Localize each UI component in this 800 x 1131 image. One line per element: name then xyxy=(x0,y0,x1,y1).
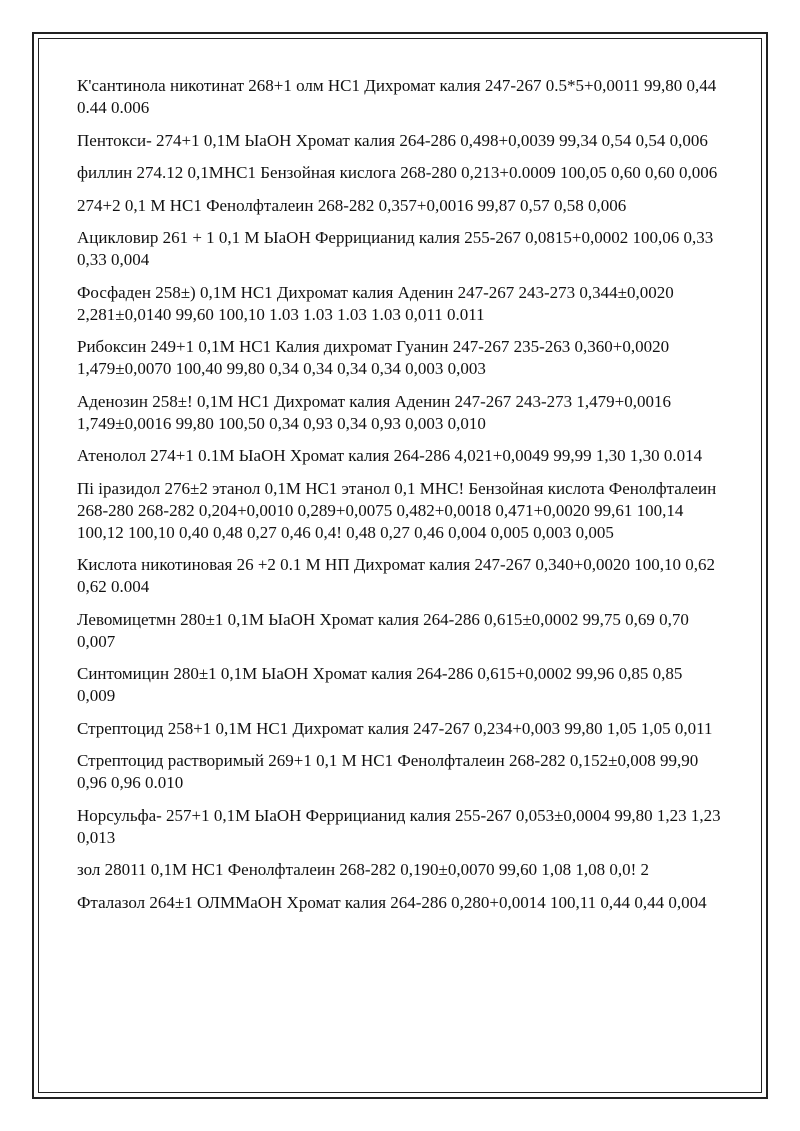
entry-274: 274+2 0,1 М НС1 Фенолфталеин 268-282 0,357+0,0016 99,87 0,57 0,58 0,006 xyxy=(77,195,627,215)
entry-syntomycin: Синтомицин 280±1 0,1М ЫаОН Хромат калия 264-286 0,615+0,0002 99,96 0,85 0,85 0,009 xyxy=(77,664,683,705)
entry-fillin: филлин 274.12 0,1МНС1 Бензойная кислога 268-280 0,213+0.0009 100,05 0,60 0,60 0,006 xyxy=(77,163,718,182)
entry-atenolol: Атенолол 274+1 0.1М ЫаОН Хромат калия 264-286 4,021+0,0049 99,99 1,30 1,30 0.014 xyxy=(77,446,703,465)
entry-nicotinic-acid: Кислота никотиновая 26 +2 0.1 М НП Дихромат калия 247-267 0,340+0,0020 100,10 0,62 0,62 0.004 xyxy=(77,555,715,596)
entry-zol: зол 28011 0,1М НС1 Фенолфталеин 268-282 0,190±0,0070 99,60 1,08 1,08 0,0! 2 xyxy=(77,860,650,879)
entry-pentoxi: Пентокси- 274+1 0,1М ЫаОН Хромат калия 264-286 0,498+0,0039 99,34 0,54 0,54 0,006 xyxy=(77,130,708,150)
entry-norsulfa: Норсульфа- 257+1 0,1М ЫаОН Феррицианид калия 255-267 0,053±0,0004 99,80 1,23 1,23 0,013 xyxy=(77,805,721,847)
entry-adenosine: Аденозин 258±! 0,1М НС1 Дихромат калия Аденин 247-267 243-273 1,479+0,0016 1,749±0,0016 99,80 100,50 0,34 0,93 0,34 0,93 0,003 0,010 xyxy=(77,391,672,433)
entry-streptocid-soluble: Стрептоцид растворимый 269+1 0,1 М НС1 Фенолфталеин 268-282 0,152±0,008 99,90 0,96 0,96 0.010 xyxy=(77,751,699,792)
entry-ftalazol: Фталазол 264±1 ОЛММаОН Хромат калия 264-286 0,280+0,0014 100,11 0,44 0,44 0,004 xyxy=(77,892,707,912)
document-body xyxy=(77,75,722,924)
entry-riboxin: Рибоксин 249+1 0,1М НС1 Калия дихромат Гуанин 247-267 235-263 0,360+0,0020 1,479±0,0070 100,40 99,80 0,34 0,34 0,34 0,34 0,003 0,003 xyxy=(77,337,670,378)
entry-acyclovir: Ацикловир 261 + 1 0,1 М ЫаОН Феррицианид калия 255-267 0,0815+0,0002 100,06 0,33 0,33 0,004 xyxy=(77,228,714,269)
entry-xantinol: К'сантинола никотинат 268+1 олм НС1 Дихромат калия 247-267 0.5*5+0,0011 99,80 0,44 0.44 0.006 xyxy=(77,76,717,117)
entry-fosfaden: Фосфаден 258±) 0,1М НС1 Дихромат калия Аденин 247-267 243-273 0,344±0,0020 2,281±0,0140 99,60 100,10 1.03 1.03 1.03 1.03 0,011 0.011 xyxy=(77,282,674,324)
entry-levomycetin: Левомицетмн 280±1 0,1М ЫаОН Хромат калия 264-286 0,615±0,0002 99,75 0,69 0,70 0,007 xyxy=(77,609,689,651)
entry-streptocid: Стрептоцид 258+1 0,1М НС1 Дихромат калия 247-267 0,234+0,003 99,80 1,05 1,05 0,011 xyxy=(77,718,713,738)
entry-pirazidol: Пі іразидол 276±2 этанол 0,1М НС1 этанол 0,1 МНС! Бензойная кислота Фенолфталеин 268-280 268-282 0,204+0,0010 0,289+0,0075 0,482+0,0018 0,471+0,0020 99,61 100,14 100,12 100,10 0,40 0,48 0,27 0,46 0,4! 0,48 0,27 0,46 0,004 0,005 0,003 0,005 xyxy=(77,478,717,542)
